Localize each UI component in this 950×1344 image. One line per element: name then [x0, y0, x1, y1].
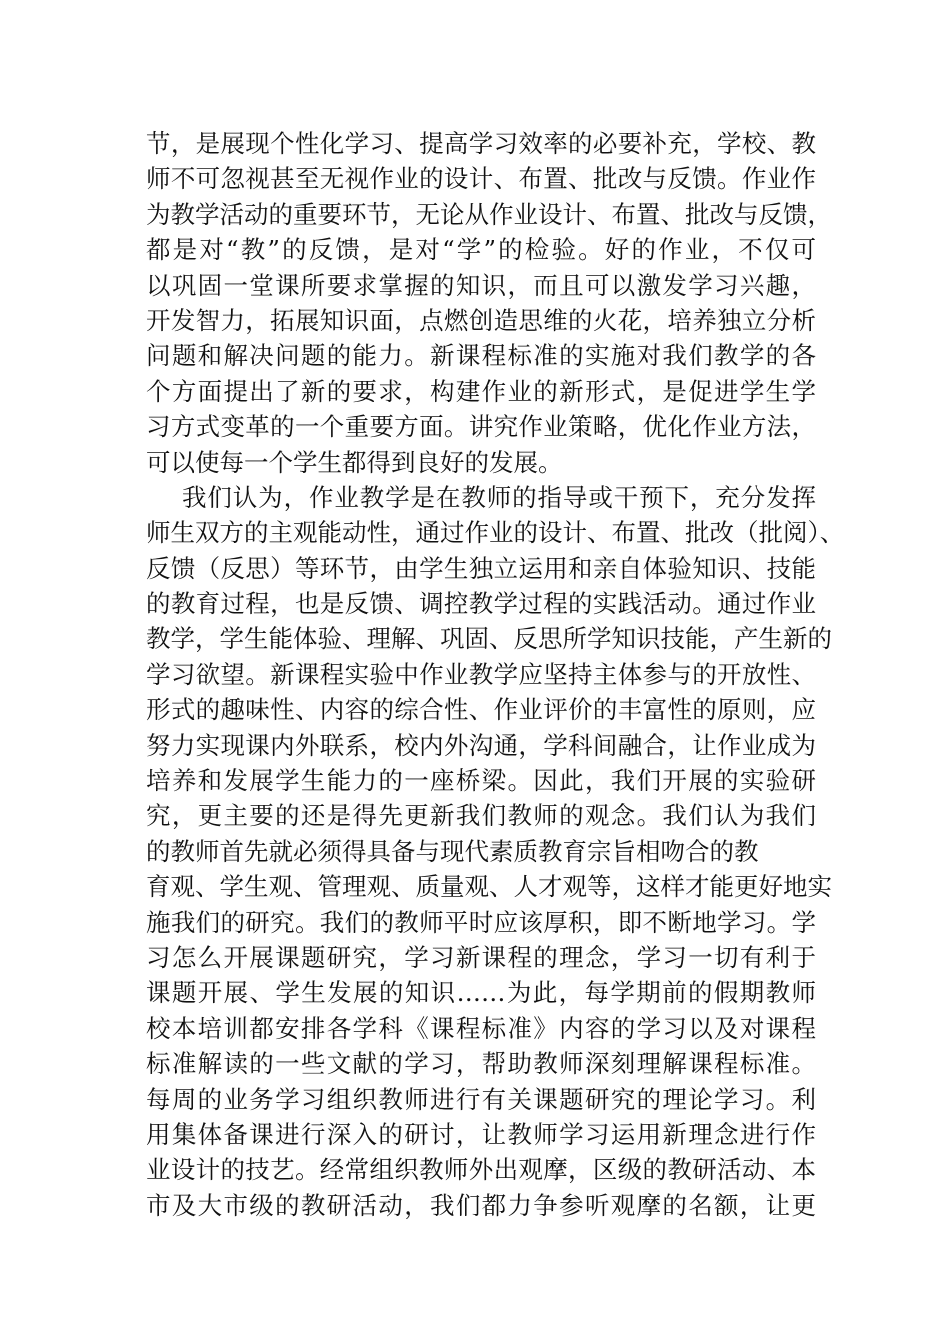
text-line: 施我们的研究。我们的教师平时应该厚积，即不断地学习。学	[146, 907, 816, 937]
text-line: 学习欲望。新课程实验中作业教学应坚持主体参与的开放性、	[146, 659, 816, 689]
text-line: 校本培训都安排各学科《课程标准》内容的学习以及对课程	[146, 1013, 816, 1043]
text-line: 育观、学生观、管理观、质量观、人才观等，这样才能更好地实	[146, 872, 832, 902]
text-line: 究，更主要的还是得先更新我们教师的观念。我们认为我们	[146, 801, 816, 831]
text-line: 市及大市级的教研活动，我们都力争参听观摩的名额，让更	[146, 1190, 816, 1220]
text-line: 问题和解决问题的能力。新课程标准的实施对我们教学的各	[146, 341, 816, 371]
text-line: 我们认为，作业教学是在教师的指导或干预下，充分发挥	[182, 482, 816, 512]
text-line: 习方式变革的一个重要方面。讲究作业策略，优化作业方法，	[146, 412, 816, 442]
text-line: 可以使每一个学生都得到良好的发展。	[146, 447, 563, 477]
text-line: 业设计的技艺。经常组织教师外出观摩，区级的教研活动、本	[146, 1155, 816, 1185]
text-line: 努力实现课内外联系，校内外沟通，学科间融合，让作业成为	[146, 730, 816, 760]
text-line: 的教师首先就必须得具备与现代素质教育宗旨相吻合的教	[146, 836, 759, 866]
text-line: 都是对“教”的反馈，是对“学”的检验。好的作业，不仅可	[146, 235, 816, 265]
paragraph-1	[146, 126, 832, 480]
paragraph-2	[146, 480, 845, 1223]
text-line: 课题开展、学生发展的知识……为此，每学期前的假期教师	[146, 978, 816, 1008]
text-line: 师生双方的主观能动性，通过作业的设计、布置、批改（批阅）、	[146, 518, 845, 548]
text-line: 每周的业务学习组织教师进行有关课题研究的理论学习。利	[146, 1084, 816, 1114]
text-line: 用集体备课进行深入的研讨，让教师学习运用新理念进行作	[146, 1119, 816, 1149]
text-line: 的教育过程，也是反馈、调控教学过程的实践活动。通过作业	[146, 589, 816, 619]
text-line: 以巩固一堂课所要求掌握的知识，而且可以激发学习兴趣，	[146, 270, 816, 300]
text-line: 开发智力，拓展知识面，点燃创造思维的火花，培养独立分析	[146, 305, 816, 335]
text-line: 为教学活动的重要环节，无论从作业设计、布置、批改与反馈，	[146, 199, 832, 229]
text-line: 教学，学生能体验、理解、巩固、反思所学知识技能，产生新的	[146, 624, 832, 654]
body-text	[146, 126, 845, 1223]
text-line: 培养和发展学生能力的一座桥梁。因此，我们开展的实验研	[146, 766, 816, 796]
text-line: 习怎么开展课题研究，学习新课程的理念，学习一切有利于	[146, 942, 816, 972]
text-line: 形式的趣味性、内容的综合性、作业评价的丰富性的原则，应	[146, 695, 816, 725]
text-line: 师不可忽视甚至无视作业的设计、布置、批改与反馈。作业作	[146, 164, 816, 194]
text-line: 个方面提出了新的要求，构建作业的新形式，是促进学生学	[146, 376, 816, 406]
text-line: 标准解读的一些文献的学习，帮助教师深刻理解课程标准。	[146, 1049, 816, 1079]
text-line: 节，是展现个性化学习、提高学习效率的必要补充，学校、教	[146, 129, 816, 158]
text-line: 反馈（反思）等环节，由学生独立运用和亲自体验知识、技能	[146, 553, 816, 583]
